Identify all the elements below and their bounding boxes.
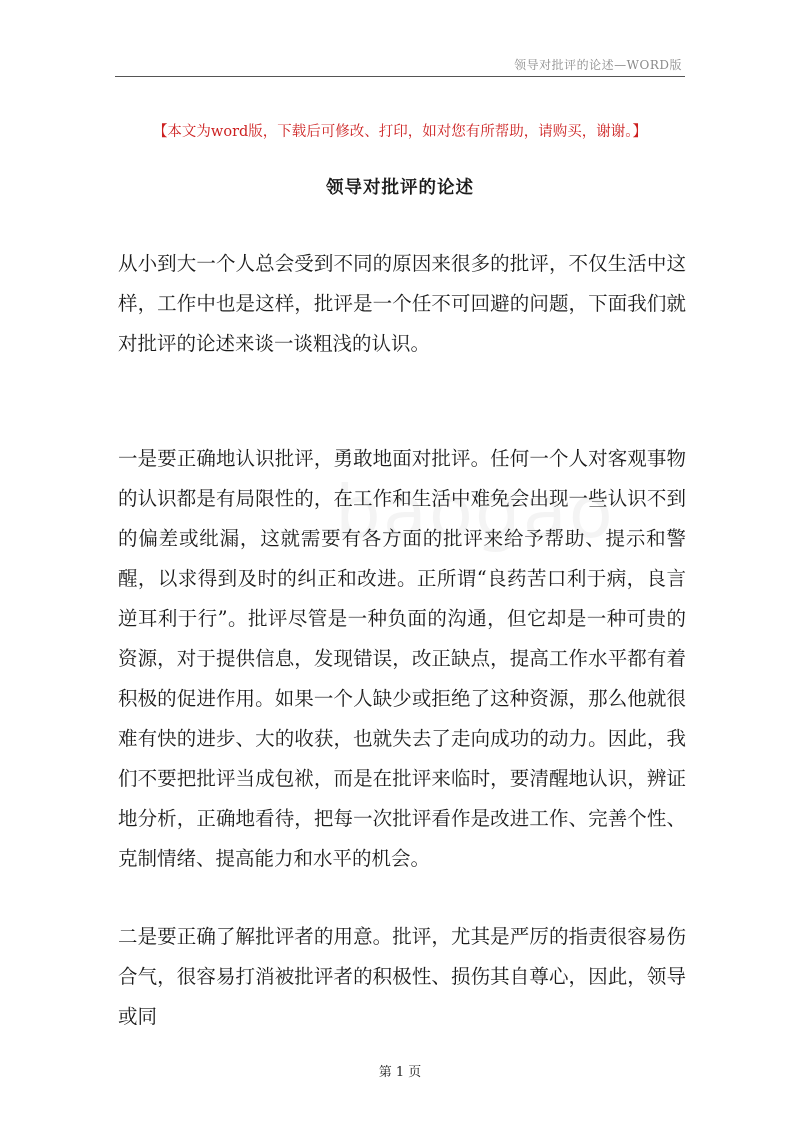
header-divider [115,76,685,77]
document-title: 领导对批评的论述 [326,178,474,198]
paragraph-intro: 从小到大一个人总会受到不同的原因来很多的批评，不仅生活中这样，工作中也是这样，批评是一个任不可回避的问题，下面我们就对批评的论述来谈一谈粗浅的认识。 [118,252,686,355]
paragraph-point-two: 二是要正确了解批评者的用意。批评，尤其是严厉的指责很容易伤合气，很容易打消被批评者的积极性、损伤其自尊心，因此，领导或同 [118,925,686,1028]
page-number: 第 1 页 [378,1065,422,1080]
purchase-notice: 【本文为word版，下载后可修改、打印，如对您有所帮助，请购买，谢谢。】 [152,124,648,140]
running-header: 领导对批评的论述—WORD版 [514,58,682,72]
paragraph-point-one: 一是要正确地认识批评，勇敢地面对批评。任何一个人对客观事物的认识都是有局限性的，在工作和生活中难免会出现一些认识不到的偏差或纰漏，这就需要有各方面的批评来给予帮助、提示和警醒，以求得到及时的纠正和改进。正所谓“良药苦口利于病，良言逆耳利于行”。批评尽管是一种负面的沟通，但它却是一种可贵的资源，对于提供信息，发现错误，改正缺点，提高工作水平都有着积极的促进作用。如果一个人缺少或拒绝了这种资源，那么他就很难有快的进步、大的收获，也就失去了走向成功的动力。因此，我们不要把批评当成包袱，而是在批评来临时，要清醒地认识，辨证地分析，正确地看待，把每一次批评看作是改进工作、完善个性、克制情绪、提高能力和水平的机会。 [118,447,686,870]
